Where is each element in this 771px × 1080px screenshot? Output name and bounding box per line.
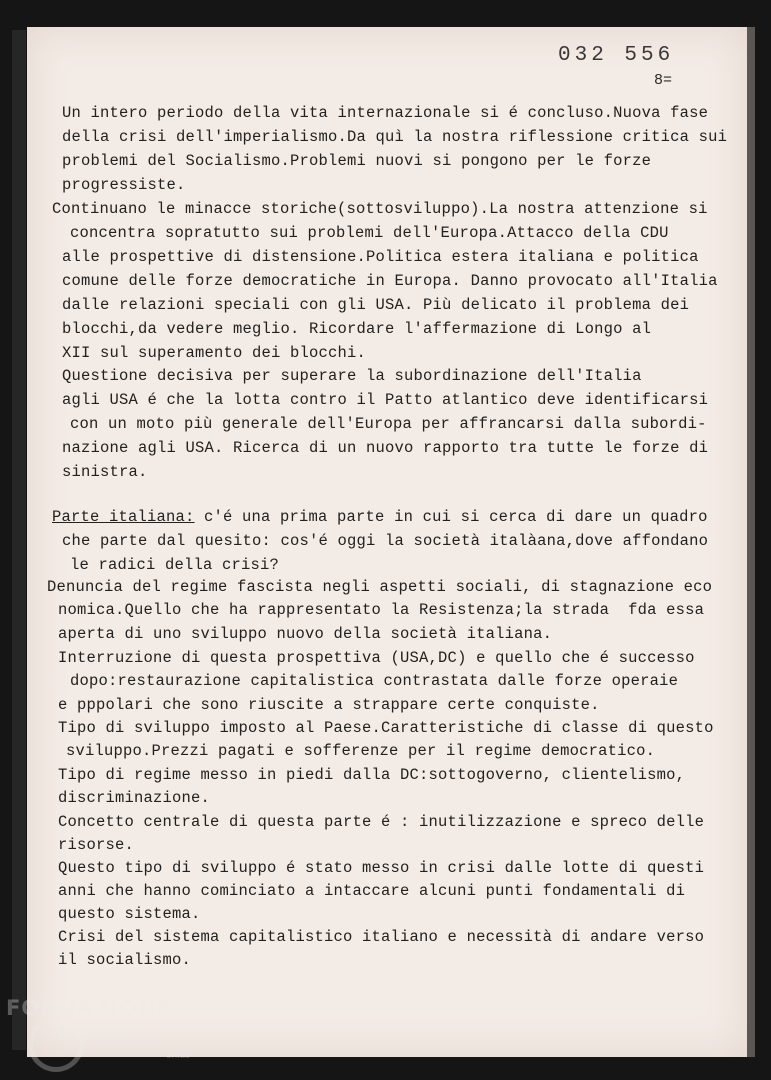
text-line: che parte dal quesito: cos'é oggi la società italàana,dove affondano: [62, 532, 709, 550]
text-line: sinistra.: [62, 463, 148, 481]
text-line: questo sistema.: [58, 905, 201, 923]
watermark-line-2: RAMSCI: [56, 1022, 154, 1046]
text-line: alle prospettive di distensione.Politica estera italiana e politica: [62, 248, 699, 266]
text-line: Concetto centrale di questa parte é : inutilizzazione e spreco delle: [58, 813, 705, 831]
text-line: anni che hanno cominciato a intaccare alcuni punti fondamentali di: [58, 882, 686, 900]
watermark-line-1: FONDAZIONE: [6, 996, 173, 1020]
text-line: Questione decisiva per superare la subordinazione dell'Italia: [62, 367, 642, 385]
text-line: della crisi dell'imperialismo.Da quì la nostra riflessione critica sui: [62, 128, 728, 146]
section-heading: Parte italiana:: [52, 508, 195, 526]
text-line: dalle relazioni speciali con gli USA. Più delicato il problema dei: [62, 296, 690, 314]
fondazione-gramsci-watermark: [6, 996, 206, 1076]
watermark-suffix: onlus: [166, 1051, 191, 1061]
page-edge: [747, 27, 755, 1057]
scan-binding-strip: [12, 30, 26, 1050]
page-number: 8=: [654, 72, 673, 89]
text-line: sviluppo.Prezzi pagati e sofferenze per il regime democratico.: [66, 742, 656, 760]
text-line: problemi del Socialismo.Problemi nuovi si pongono per le forze: [62, 152, 652, 170]
text-line: Crisi del sistema capitalistico italiano e necessità di andare verso: [58, 928, 705, 946]
section-heading-line: [52, 508, 708, 526]
text-line: aperta di uno sviluppo nuovo della società italiana.: [58, 625, 553, 643]
document-number: 032 556: [558, 44, 675, 67]
section-heading-rest: c'é una prima parte in cui si cerca di dare un quadro: [194, 508, 708, 526]
text-line: discriminazione.: [58, 789, 211, 807]
text-line: agli USA é che la lotta contro il Patto atlantico deve identificarsi: [62, 391, 709, 409]
text-line: Interruzione di questa prospettiva (USA,DC) e quello che é successo: [58, 649, 695, 667]
text-line: Questo tipo di sviluppo é stato messo in crisi dalle lotte di questi: [58, 859, 705, 877]
text-line: nomica.Quello che ha rappresentato la Resistenza;la strada fda essa: [58, 601, 705, 619]
text-line: XII sul superamento dei blocchi.: [62, 344, 367, 362]
text-line: con un moto più generale dell'Europa per affrancarsi dalla subordi-: [70, 415, 707, 433]
text-line: nazione agli USA. Ricerca di un nuovo rapporto tra tutte le forze di: [62, 439, 709, 457]
text-line: Tipo di regime messo in piedi dalla DC:sottogoverno, clientelismo,: [58, 766, 686, 784]
text-line: il socialismo.: [58, 951, 192, 969]
text-line: blocchi,da vedere meglio. Ricordare l'affermazione di Longo al: [62, 320, 652, 338]
text-line: Denuncia del regime fascista negli aspetti sociali, di stagnazione eco: [47, 578, 713, 596]
text-line: e pppolari che sono riuscite a strappare certe conquiste.: [58, 696, 600, 714]
text-line: comune delle forze democratiche in Europa. Danno provocato all'Italia: [62, 272, 718, 290]
text-line: risorse.: [58, 836, 135, 854]
text-line: Tipo di sviluppo imposto al Paese.Caratteristiche di classe di questo: [58, 719, 714, 737]
text-line: concentra sopratutto sui problemi dell'Europa.Attacco della CDU: [70, 224, 669, 242]
text-line: le radici della crisi?: [70, 556, 280, 574]
text-line: progressiste.: [62, 176, 186, 194]
text-line: dopo:restaurazione capitalistica contrastata dalle forze operaie: [70, 672, 679, 690]
text-line: Un intero periodo della vita internazionale si é concluso.Nuova fase: [62, 104, 709, 122]
text-line: Continuano le minacce storiche(sottosviluppo).La nostra attenzione si: [52, 200, 708, 218]
